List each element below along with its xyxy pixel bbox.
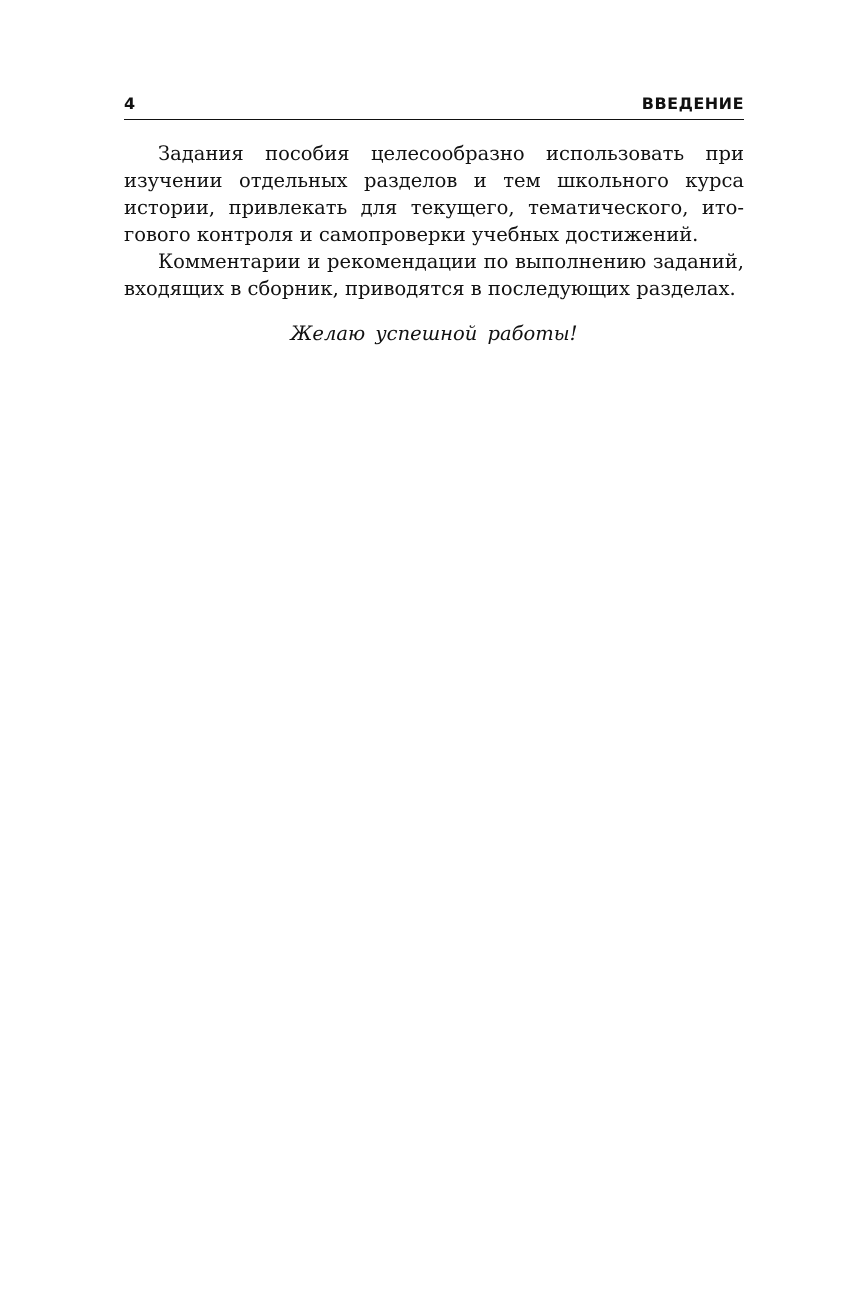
- paragraph: Комментарии и рекомендации по выполнению заданий, входящих в сборник, приводятся в последующих разделах.: [124, 250, 744, 300]
- body-text: [124, 140, 744, 302]
- running-header: [124, 94, 744, 120]
- page-number: 4: [124, 94, 136, 113]
- book-page: [124, 94, 744, 347]
- paragraph: Задания пособия целесообразно использовать при изучении отдельных разделов и тем школьного курса истории, привлекать для текущего, тематического, итогового контроля и самопроверки учебных достижений.: [124, 142, 744, 246]
- closing-wish: Желаю успешной работы!: [290, 322, 578, 345]
- section-title: ВВЕДЕНИЕ: [641, 94, 744, 113]
